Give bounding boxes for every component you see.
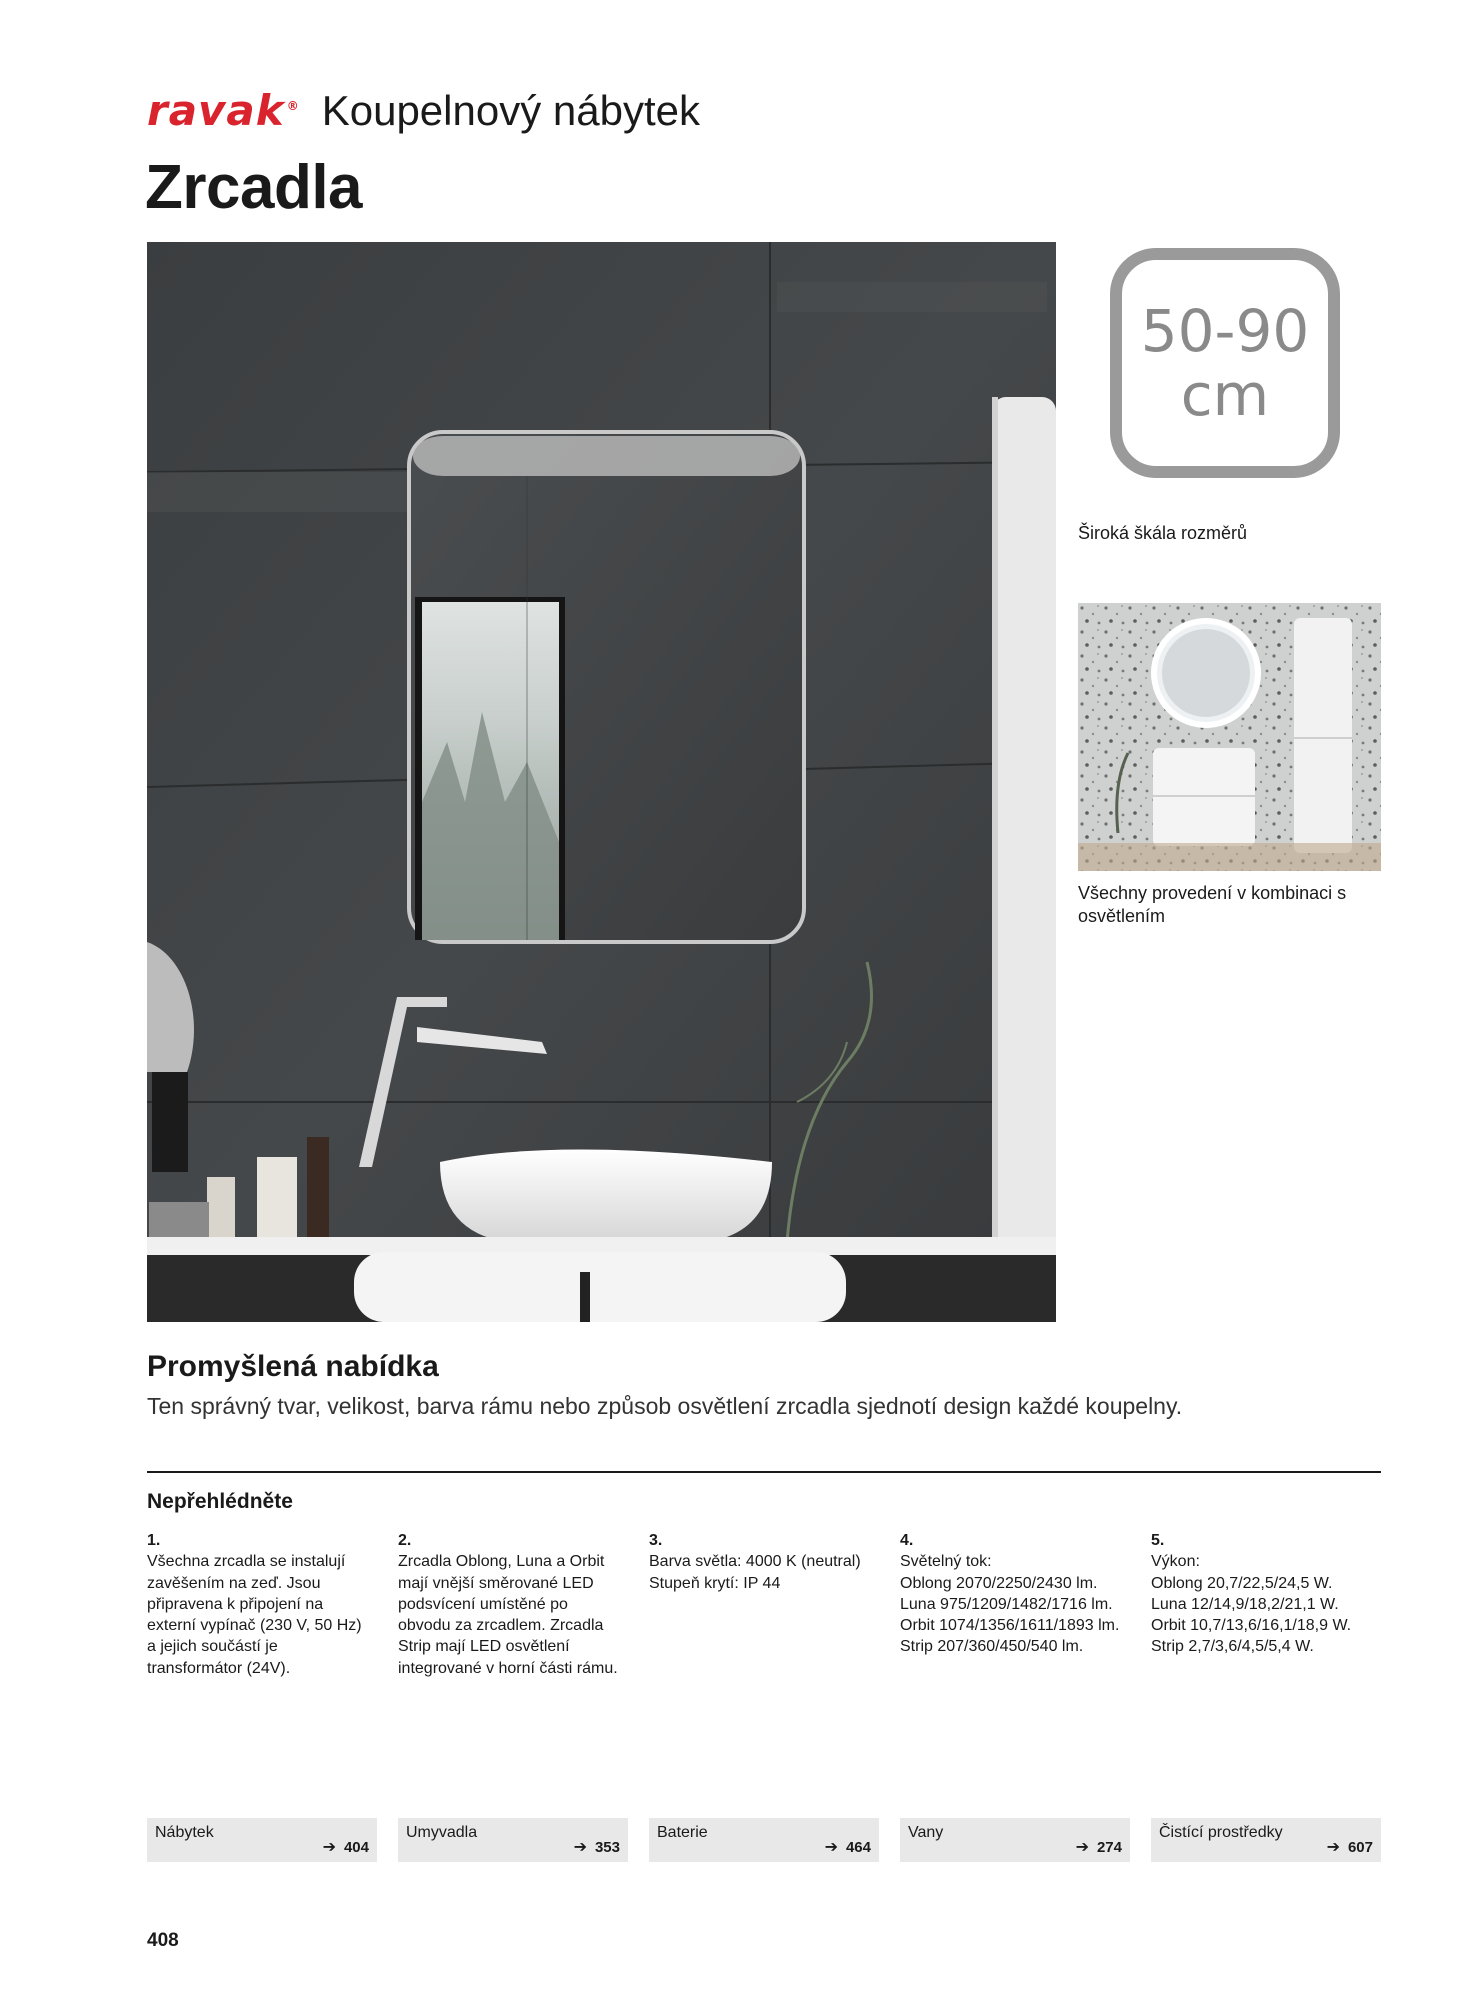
note-2: 2. Zrcadla Oblong, Luna a Orbit mají vnější směrované LED podsvícení umístěné po obvodu za zrcadlem. Zrcadla Strip mají LED osvětlení integrované v horní části rámu. (398, 1532, 618, 1677)
size-range-caption: Široká škála rozměrů (1078, 523, 1248, 543)
notes-title: Nepřehlédněte (147, 1490, 293, 1513)
link-nabytek[interactable]: Nábytek ➔ 404 (147, 1818, 377, 1862)
round-led-mirror-photo (1078, 603, 1381, 871)
brand-header (147, 86, 700, 135)
note-3: 3. Barva světla: 4000 K (neutral) Stupeň krytí: IP 44 (649, 1532, 861, 1592)
link-vany[interactable]: Vany ➔ 274 (900, 1818, 1130, 1862)
category-title: Koupelnový nábytek (321, 87, 700, 134)
arrow-right-icon: ➔ (1075, 1839, 1089, 1856)
arrow-right-icon: ➔ (573, 1839, 587, 1856)
lighting-caption: Všechny provedení v kombinaci s osvětlením (1078, 883, 1347, 926)
note-4: 4. Světelný tok: Oblong 2070/2250/2430 lm. Luna 975/1209/1482/1716 lm. Orbit 1074/1356/1611/1893 lm. Strip 207/360/450/540 lm. (900, 1532, 1120, 1656)
size-range-badge (1110, 248, 1340, 478)
section-text: Ten správný tvar, velikost, barva rámu nebo způsob osvětlení zrcadla sjednotí design každé koupelny. (147, 1393, 1183, 1419)
page-title: Zrcadla (145, 153, 363, 222)
hero-image (147, 242, 1056, 1322)
page-number: 408 (147, 1930, 179, 1951)
link-umyvadla[interactable]: Umyvadla ➔ 353 (398, 1818, 628, 1862)
divider (147, 1471, 1381, 1473)
size-range-value: 50-90 (1140, 297, 1310, 365)
link-cistici-prostredky[interactable]: Čistící prostředky ➔ 607 (1151, 1818, 1381, 1862)
lighting-thumbnail (1078, 603, 1381, 871)
bathroom-mirror-photo (147, 242, 1056, 1322)
arrow-right-icon: ➔ (1326, 1839, 1340, 1856)
size-range-unit: cm (1180, 361, 1270, 429)
note-5: 5. Výkon: Oblong 20,7/22,5/24,5 W. Luna 12/14,9/18,2/21,1 W. Orbit 10,7/13,6/16,1/18,9 W. Strip 2,7/3,6/4,5/5,4 W. (1151, 1532, 1352, 1656)
arrow-right-icon: ➔ (824, 1839, 838, 1856)
arrow-right-icon: ➔ (322, 1839, 336, 1856)
ravak-logo: ravak ® (147, 86, 300, 135)
section-title: Promyšlená nabídka (147, 1350, 439, 1383)
link-baterie[interactable]: Baterie ➔ 464 (649, 1818, 879, 1862)
note-1: 1. Všechna zrcadla se instalují zavěšením na zeď. Jsou připravena k připojení na externí vypínač (230 V, 50 Hz) a jejich součástí je transformátor (24V). (147, 1532, 362, 1677)
